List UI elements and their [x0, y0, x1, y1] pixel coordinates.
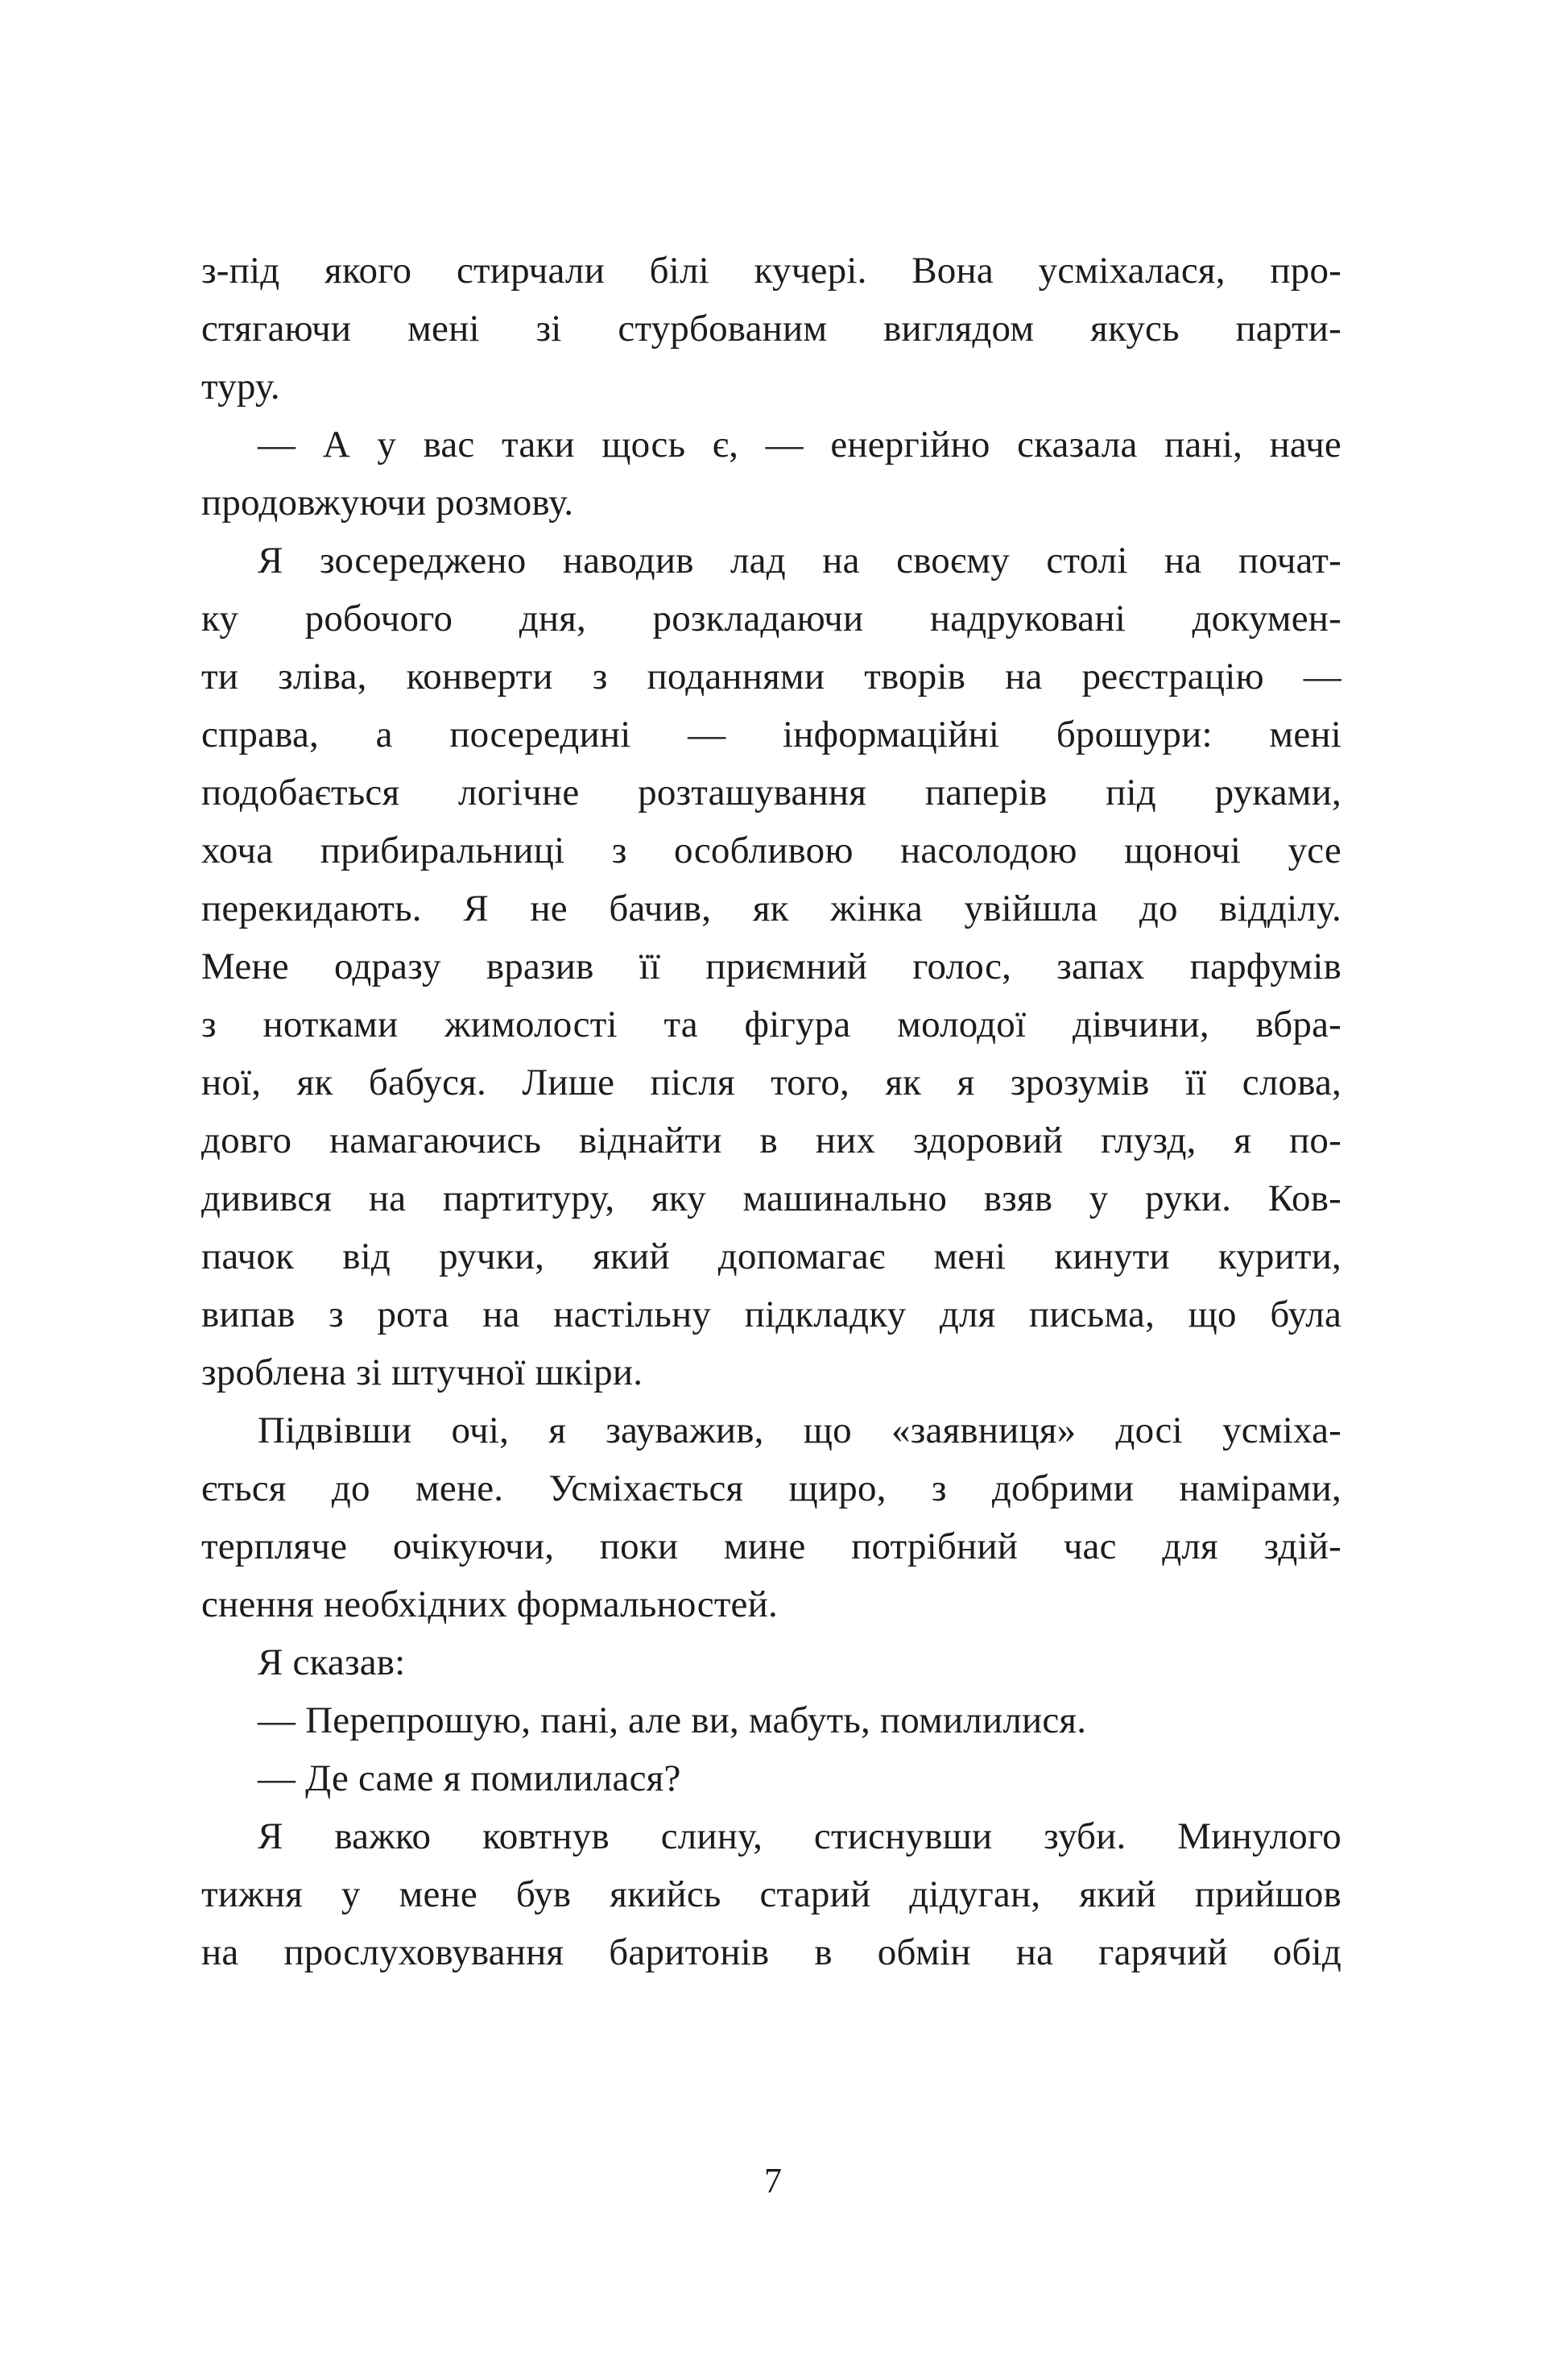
text-line: Я важко ковтнув слину, стиснувши зуби. Минулого	[258, 1815, 1341, 1857]
paragraph	[201, 1401, 1341, 1633]
text-line: з нотками жимолості та фігура молодої дівчини, вбра-	[201, 1004, 1341, 1045]
text-line: продовжуючи розмову.	[201, 482, 574, 524]
text-line: хоча прибиральниці з особливою насолодою щоночі усе	[201, 830, 1341, 871]
text-line: — Де саме я помилилася?	[258, 1757, 681, 1799]
text-line: ної, як бабуся. Лише після того, як я зрозумів її слова,	[201, 1062, 1341, 1103]
text-line: Я сказав:	[258, 1641, 406, 1683]
paragraph	[201, 1633, 1341, 1691]
text-line: пачок від ручки, який допомагає мені кинути курити,	[201, 1236, 1341, 1277]
text-line: з-під якого стирчали білі кучері. Вона усміхалася, про-	[201, 250, 1341, 292]
paragraph	[201, 416, 1341, 532]
text-line: зроблена зі штучної шкіри.	[201, 1351, 643, 1393]
text-line: — Перепрошую, пані, але ви, мабуть, помилилися.	[258, 1699, 1087, 1741]
text-line: тижня у мене був якийсь старий дідуган, який прийшов	[201, 1873, 1341, 1915]
text-line: перекидають. Я не бачив, як жінка увійшла до відділу.	[201, 888, 1341, 929]
paragraph	[201, 1691, 1341, 1749]
text-line: туру.	[201, 366, 280, 408]
text-line: довго намагаючись віднайти в них здоровий глузд, я по-	[201, 1120, 1341, 1161]
text-line: випав з рота на настільну підкладку для письма, що була	[201, 1293, 1341, 1335]
text-line: терпляче очікуючи, поки мине потрібний час для здій-	[201, 1525, 1341, 1567]
text-line: Підвівши очі, я зауважив, що «заявниця» досі усміха-	[258, 1409, 1341, 1451]
paragraph	[201, 1807, 1341, 1981]
text-line: на прослуховування баритонів в обмін на гарячий обід	[201, 1931, 1341, 1973]
text-line: — А у вас таки щось є, — енергійно сказала пані, наче	[258, 424, 1341, 466]
text-line: стягаючи мені зі стурбованим виглядом якусь парти-	[201, 308, 1341, 350]
text-line: подобається логічне розташування паперів під руками,	[201, 772, 1341, 813]
text-line: Мене одразу вразив її приємний голос, запах парфумів	[201, 946, 1341, 987]
text-line: ку робочого дня, розкладаючи надруковані докумен-	[201, 598, 1341, 639]
text-line: снення необхідних формальностей.	[201, 1583, 778, 1625]
paragraph	[201, 1749, 1341, 1807]
text-line: справа, а посередині — інформаційні брошури: мені	[201, 714, 1341, 755]
page-text	[201, 242, 1341, 1981]
page-number: 7	[764, 2161, 782, 2200]
text-line: ється до мене. Усміхається щиро, з добрими намірами,	[201, 1467, 1341, 1509]
paragraph	[201, 242, 1341, 416]
text-line: Я зосереджено наводив лад на своєму столі на почат-	[258, 540, 1341, 582]
text-line: дивився на партитуру, яку машинально взяв у руки. Ков-	[201, 1178, 1341, 1219]
paragraph	[201, 532, 1341, 1401]
text-line: ти зліва, конверти з поданнями творів на реєстрацію —	[201, 656, 1341, 697]
